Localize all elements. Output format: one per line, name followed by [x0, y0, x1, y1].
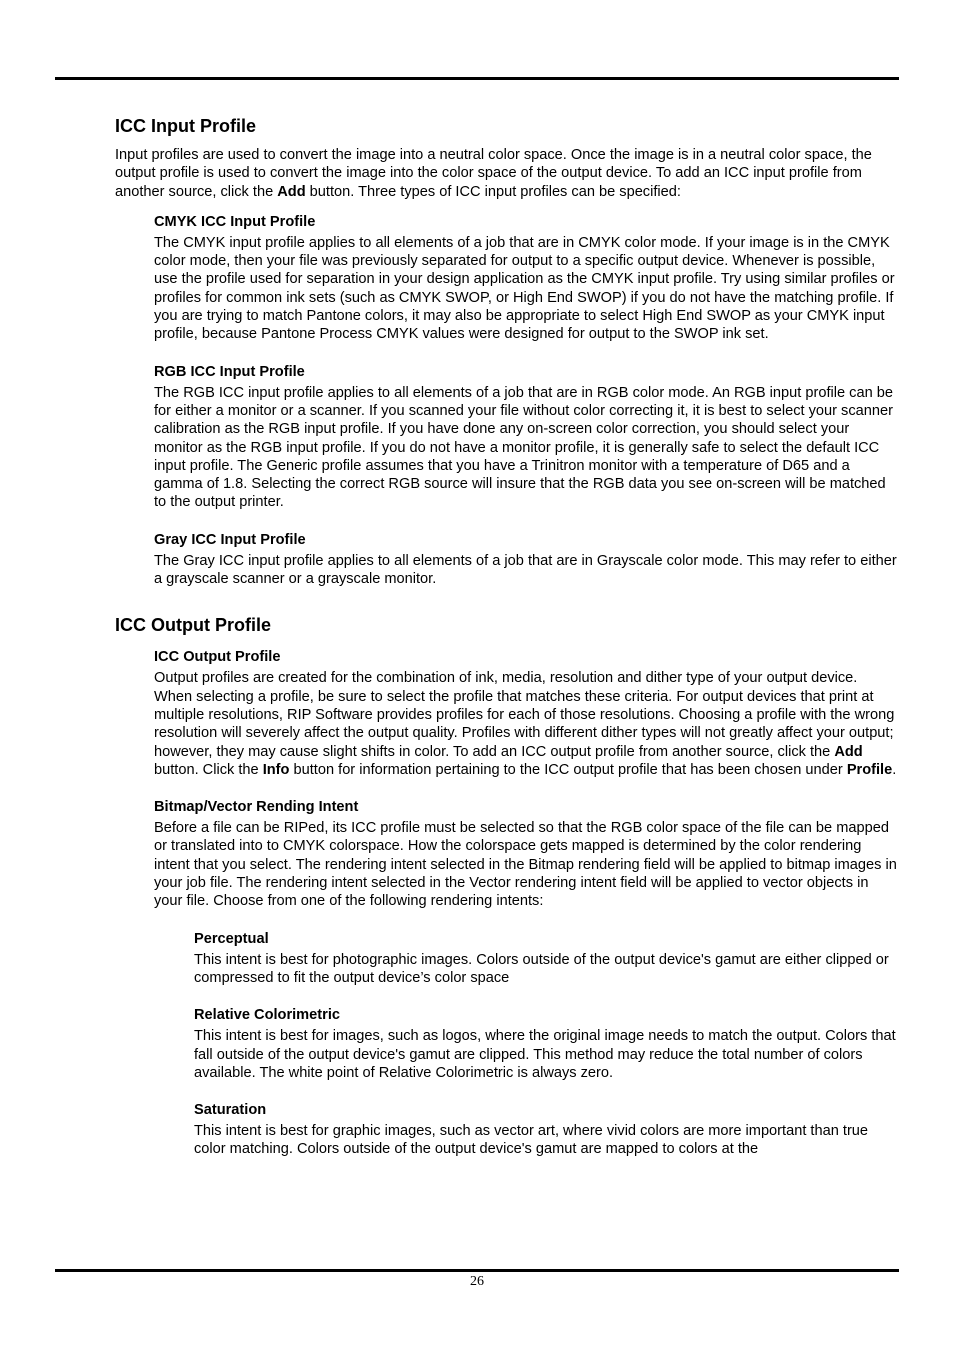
cmyk-heading: CMYK ICC Input Profile — [154, 213, 316, 230]
gray-body: The Gray ICC input profile applies to all elements of a job that are in Grayscale color mode. This may refer to either a grayscale scanner or a grayscale monitor. — [154, 552, 897, 588]
section-title-output: ICC Output Profile — [115, 615, 271, 636]
relative-heading: Relative Colorimetric — [194, 1007, 340, 1024]
add-button-reference: Add — [277, 183, 306, 200]
output-profile-text-4: . — [892, 761, 897, 778]
gray-heading: Gray ICC Input Profile — [154, 531, 306, 548]
relative-body: This intent is best for images, such as logos, where the original image needs to match the output. Colors that fall outside of the output device's gamut are clipped. This method may reduce the total number of colors available. The white point of Relative Colorimetric is always zero. — [194, 1028, 896, 1081]
page-content — [115, 114, 899, 1159]
footer-rule — [55, 1269, 899, 1272]
info-button-reference: Info — [262, 761, 290, 778]
saturation-heading: Saturation — [194, 1102, 267, 1119]
perceptual-body: This intent is best for photographic images. Colors outside of the output device's gamut are either clipped or compressed to fit the output device’s color space — [194, 951, 889, 986]
saturation-body: This intent is best for graphic images, such as vector art, where vivid colors are more important than true color matching. Colors outside of the output device's gamut are mapped to colors at the — [194, 1123, 869, 1158]
add-button-reference: Add — [834, 743, 863, 760]
perceptual-heading: Perceptual — [194, 930, 269, 947]
output-profile-text-1: Output profiles are created for the combination of ink, media, resolution and dither type of your output device. When selecting a profile, be sure to select the profile that matches these criteria. For output devices that print at multiple resolutions, RIP Software provides profiles for each of those resolutions. Choosing a profile with the wrong resolution will severely affect the output quality. Profiles with different dither types will not greatly affect your output; however, they may cause slight shifts in color. To add an ICC output profile from another source, click the — [154, 670, 895, 760]
output-profile-body — [154, 669, 899, 779]
section-title-input: ICC Input Profile — [115, 116, 256, 136]
intent-heading: Bitmap/Vector Rending Intent — [154, 799, 359, 816]
output-profile-text-3: button for information pertaining to the ICC output profile that has been chosen under — [289, 761, 847, 778]
profile-field-reference: Profile — [846, 761, 893, 778]
input-intro-text-2: button. Three types of ICC input profiles can be specified: — [305, 183, 681, 200]
rgb-body: The RGB ICC input profile applies to all elements of a job that are in RGB color mode. An RGB input profile can be for either a monitor or a scanner. If you scanned your file without color correcting it, it is best to select your scanner calibration as the RGB input profile. If you have done any on-screen color correction, you should select your monitor as the RGB input profile. If you do not have a monitor profile, it is generally safe to select the default ICC input profile. The Generic profile assumes that you have a Trinitron monitor with a temperature of D65 and a gamma of 1.8. Selecting the correct RGB source will insure that the RGB data you see on-screen will be matched to the output printer. — [154, 384, 893, 511]
output-profile-heading: ICC Output Profile — [154, 649, 281, 666]
input-intro-text-1: Input profiles are used to convert the image into a neutral color space. Once the image is in a neutral color space, the output profile is used to convert the image into the color space of the output device. To add an ICC input profile from another source, click the — [115, 147, 872, 200]
intent-body: Before a file can be RIPed, its ICC profile must be selected so that the RGB color space of the file can be mapped or translated into to CMYK colorspace. How the colorspace gets mapped is determined by the color rendering intent that you select. The rendering intent selected in the Bitmap rendering field will be applied to bitmap images in your job file. The rendering intent selected in the Vector rendering intent field will be applied to vector objects in your file. Choose from one of the following rendering intents: — [154, 820, 897, 910]
input-intro — [115, 146, 899, 201]
rgb-heading: RGB ICC Input Profile — [154, 363, 305, 380]
page-number: 26 — [470, 1274, 484, 1289]
output-profile-text-2: button. Click the — [154, 761, 263, 778]
header-rule — [55, 77, 899, 80]
cmyk-body: The CMYK input profile applies to all elements of a job that are in CMYK color mode. If your image is in the CMYK color mode, then your file was previously separated for output to a specific output device. Whenever is possible, use the profile used for separation in your design application as the CMYK input profile. Try using similar profiles or profiles for common ink sets (such as CMYK SWOP, or High End SWOP) if you do not have the matching profile. If you are trying to match Pantone colors, it may also be appropriate to select High End SWOP as your CMYK input profile, because Pantone Process CMYK values were designed for output to the SWOP ink set. — [154, 234, 895, 343]
